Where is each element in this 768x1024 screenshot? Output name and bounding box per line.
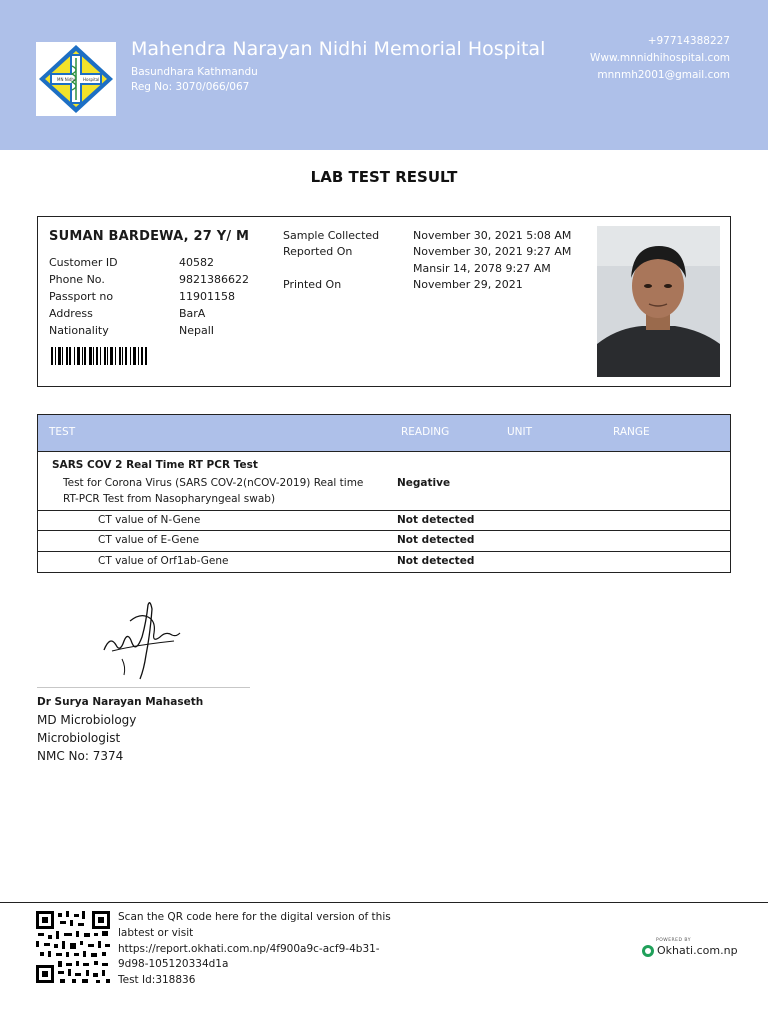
report-url-line1[interactable]: https://report.okhati.com.np/4f900a9c-acf9-4b31- xyxy=(118,943,380,955)
printed-on-value: November 29, 2021 xyxy=(413,278,523,291)
row-divider xyxy=(38,551,730,552)
row-divider xyxy=(38,530,730,531)
hospital-website: Www.mnnidhihospital.com xyxy=(590,52,730,64)
header-range: RANGE xyxy=(613,426,650,438)
main-test-name-line1: Test for Corona Virus (SARS COV-2(nCOV-2019) Real time xyxy=(63,477,364,489)
nationality-label: Nationality xyxy=(49,324,109,337)
report-url-line2[interactable]: 9d98-105120334d1a xyxy=(118,958,229,970)
passport-label: Passport no xyxy=(49,290,114,303)
results-table-header xyxy=(38,415,730,452)
passport-value: 11901158 xyxy=(179,290,235,303)
sample-collected-value: November 30, 2021 5:08 AM xyxy=(413,229,572,242)
signature-line xyxy=(37,687,250,688)
patient-info-box xyxy=(37,216,731,387)
doctor-qualification: MD Microbiology xyxy=(37,713,137,727)
sample-collected-label: Sample Collected xyxy=(283,229,380,242)
test-row-reading: Not detected xyxy=(397,555,475,567)
qr-instruction-line2: labtest or visit xyxy=(118,927,194,939)
doctor-signature xyxy=(90,595,190,685)
row-divider xyxy=(38,510,730,511)
printed-on-label: Printed On xyxy=(283,278,342,291)
main-test-reading: Negative xyxy=(397,477,451,489)
hospital-address: Basundhara Kathmandu xyxy=(131,66,258,78)
test-row-reading: Not detected xyxy=(397,534,475,546)
okhati-brand-name: Okhati.com.np xyxy=(657,944,738,957)
qr-code[interactable] xyxy=(36,911,110,983)
header-test: TEST xyxy=(49,426,76,438)
test-row-reading: Not detected xyxy=(397,514,475,526)
patient-photo xyxy=(597,226,720,377)
patient-name: SUMAN BARDEWA, 27 Y/ M xyxy=(49,229,250,244)
test-row-name: CT value of Orf1ab-Gene xyxy=(98,555,229,567)
customer-id-value: 40582 xyxy=(179,256,214,269)
test-group-title: SARS COV 2 Real Time RT PCR Test xyxy=(52,459,258,471)
okhati-logo-icon xyxy=(642,945,654,957)
hospital-phone: +97714388227 xyxy=(647,35,730,47)
results-table xyxy=(37,414,731,573)
customer-id-label: Customer ID xyxy=(49,256,118,269)
patient-barcode xyxy=(51,347,147,365)
reported-on-label: Reported On xyxy=(283,245,353,258)
phone-value: 9821386622 xyxy=(179,273,249,286)
test-row-name: CT value of E-Gene xyxy=(98,534,200,546)
address-value: BarA xyxy=(179,307,206,320)
address-label: Address xyxy=(49,307,93,320)
powered-by-label: POWERED BY xyxy=(656,938,692,943)
reported-on-value-bs: Mansir 14, 2078 9:27 AM xyxy=(413,262,551,275)
header-reading: READING xyxy=(401,426,450,438)
hospital-reg-no: Reg No: 3070/066/067 xyxy=(131,81,250,93)
svg-text:MN Nidhi: MN Nidhi xyxy=(57,77,76,82)
test-id: Test Id:318836 xyxy=(118,974,196,986)
doctor-title: Microbiologist xyxy=(37,731,121,745)
main-test-name-line2: RT-PCR Test from Nasopharyngeal swab) xyxy=(63,493,276,505)
document-title: LAB TEST RESULT xyxy=(310,168,458,186)
qr-instruction-line1: Scan the QR code here for the digital version of this xyxy=(118,911,391,923)
hospital-email: mnnmh2001@gmail.com xyxy=(597,69,730,81)
svg-text:Hospital: Hospital xyxy=(83,77,100,82)
nationality-value: NepalI xyxy=(179,324,215,337)
test-row-name: CT value of N-Gene xyxy=(98,514,201,526)
phone-label: Phone No. xyxy=(49,273,105,286)
footer-divider xyxy=(0,902,768,903)
okhati-brand xyxy=(642,944,738,957)
hospital-header xyxy=(0,0,768,150)
hospital-name: Mahendra Narayan Nidhi Memorial Hospital xyxy=(131,38,546,60)
hospital-logo xyxy=(36,42,116,116)
doctor-name: Dr Surya Narayan Mahaseth xyxy=(37,696,204,708)
reported-on-value: November 30, 2021 9:27 AM xyxy=(413,245,572,258)
header-unit: UNIT xyxy=(507,426,533,438)
doctor-nmc-number: NMC No: 7374 xyxy=(37,749,124,763)
